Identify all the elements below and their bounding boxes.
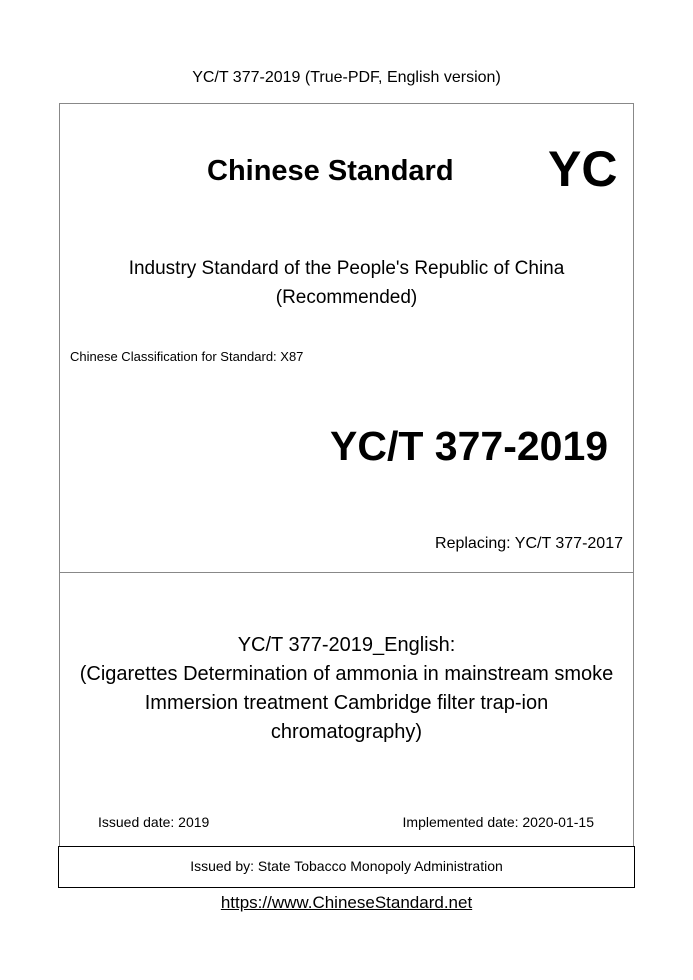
document-title-line: YC/T 377-2019_English: bbox=[237, 634, 456, 656]
industry-standard-line: Industry Standard of the People's Republic of China bbox=[128, 258, 565, 279]
classification-text: Chinese Classification for Standard: X87 bbox=[70, 349, 304, 364]
website-link[interactable]: https://www.ChineseStandard.net bbox=[220, 893, 473, 912]
standard-number: YC/T 377-2019 bbox=[330, 423, 609, 469]
document-title bbox=[0, 631, 693, 747]
chinese-standard-title: Chinese Standard bbox=[207, 155, 454, 187]
page-header-title: YC/T 377-2019 (True-PDF, English version) bbox=[192, 69, 501, 86]
issued-date: Issued date: 2019 bbox=[98, 814, 210, 830]
standard-code-logo: YC bbox=[548, 141, 618, 197]
issued-by: Issued by: State Tobacco Monopoly Administration bbox=[190, 858, 503, 874]
recommended-label: (Recommended) bbox=[275, 287, 418, 308]
document-title-line: chromatography) bbox=[270, 721, 423, 743]
document-title-line: (Cigarettes Determination of ammonia in mainstream smoke bbox=[79, 663, 614, 685]
implemented-date: Implemented date: 2020-01-15 bbox=[402, 814, 594, 830]
replacing-text: Replacing: YC/T 377-2017 bbox=[435, 535, 623, 552]
document-title-line: Immersion treatment Cambridge filter trap-ion bbox=[144, 692, 549, 714]
